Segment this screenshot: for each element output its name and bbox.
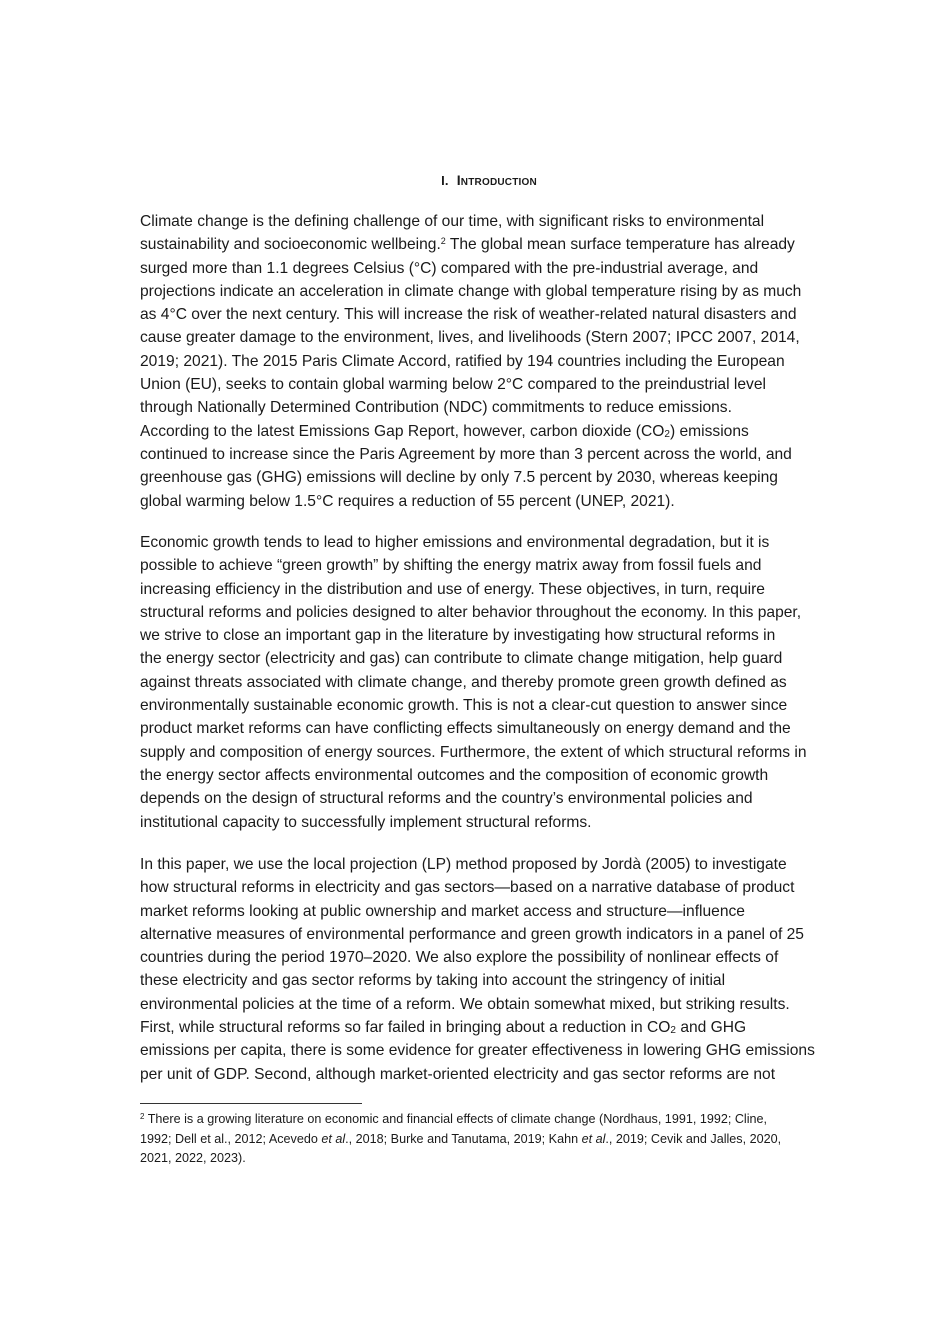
co2-subscript: 2 [664,428,670,440]
footnote-line: 2021, 2022, 2023). [140,1151,246,1165]
text-line: emissions per capita, there is some evidence for greater effectiveness in lowering GHG emissions [140,1042,815,1060]
footnote-line: 1992; Dell et al., 2012; Acevedo et al., 2018; Burke and Tanutama, 2019; Kahn et al., 2019; Cevik and Jalles, 2020, [140,1131,782,1146]
text-line: as 4°C over the next century. This will increase the risk of weather-related natural disasters and [140,306,797,324]
text-line: product market reforms can have conflicting effects simultaneously on energy demand and the [140,720,791,738]
text-line: countries during the period 1970–2020. We also explore the possibility of nonlinear effects of [140,949,779,967]
paragraph-3 [140,853,840,1104]
text-line: global warming below 1.5°C requires a reduction of 55 percent (UNEP, 2021). [140,492,675,510]
text-line: According to the latest Emissions Gap Report, however, carbon dioxide $(CO_2)$ emissions [140,422,749,440]
text-line: market reforms looking at public ownership and market access and structure—influence [140,902,745,920]
text-line: structural reforms and policies designed to alter behavior throughout the economy. In this paper, [140,603,802,621]
text-line: we strive to close an important gap in the literature by investigating how structural reforms in [140,627,776,645]
text-line: Union (EU), seeks to contain global warming below 2°C compared to the preindustrial level [140,376,766,394]
footnote-line: $^2$ There is a growing literature on economic and financial effects of climate change (Nordhaus, 1991, 1992; Cline, [140,1112,768,1126]
section-heading [140,172,838,188]
text-line: increasing efficiency in the distribution and use of energy. These objectives, in turn, require [140,580,765,598]
text-line: In this paper, we use the local projection (LP) method proposed by Jordà (2005) to investigate [140,856,787,873]
footnote [140,1110,840,1169]
text-line: the energy sector affects environmental outcomes and the composition of economic growth [140,766,769,784]
text-line: possible to achieve “green growth” by shifting the energy matrix away from fossil fuels and [140,557,762,575]
co2-subscript: 2 [670,1025,676,1037]
text-line: through Nationally Determined Contribution (NDC) commitments to reduce emissions. [140,399,732,417]
text-line: sustainability and socioeconomic wellbeing.$^2$ The global mean surface temperature has already [140,236,795,254]
footnote-divider [140,1103,362,1104]
text-line: projections indicate an acceleration in climate change with global temperature rising by as much [140,282,802,300]
text-line: against threats associated with climate change, and thereby promote green growth defined as [140,673,787,691]
text-line: these electricity and gas sector reforms by taking into account the stringency of initial [140,972,726,990]
section-number: I. [441,173,449,188]
text-line: First, while structural reforms so far failed in bringing about a reduction in $CO_2$ and GHG [140,1019,747,1037]
text-line: environmentally sustainable economic growth. This is not a clear-cut question to answer since [140,697,788,715]
text-line: cause greater damage to the environment, lives, and livelihoods (Stern 2007; IPCC 2007, 2014, [140,329,800,347]
text-line: how structural reforms in electricity and gas sectors—based on a narrative database of product [140,879,795,897]
text-line: depends on the design of structural reforms and the country’s environmental policies and [140,790,753,808]
footnote-reference[interactable]: 2 [440,236,446,247]
text-line: Climate change is the defining challenge of our time, with significant risks to environmental [140,213,765,230]
text-line: supply and composition of energy sources. Furthermore, the extent of which structural reforms in [140,743,807,761]
text-line: Economic growth tends to lead to higher emissions and environmental degradation, but it is [140,534,770,551]
paragraph-2 [140,531,840,852]
footnote-marker: 2 [140,1112,145,1121]
text-line: per unit of GDP. Second, although market-oriented electricity and gas sector reforms are not [140,1065,776,1083]
text-line: surged more than 1.1 degrees Celsius (°C) compared with the pre-industrial average, and [140,259,759,277]
paragraph-1 [140,210,840,531]
section-title: Introduction [456,172,537,188]
text-line: institutional capacity to successfully implement structural reforms. [140,813,592,831]
text-line: continued to increase since the Paris Agreement by more than 3 percent across the world, and [140,445,792,463]
text-line: alternative measures of environmental performance and green growth indicators in a panel of 25 [140,925,804,943]
text-line: 2019; 2021). The 2015 Paris Climate Accord, ratified by 194 countries including the European [140,352,785,370]
text-line: environmental policies at the time of a reform. We obtain somewhat mixed, but striking results. [140,995,790,1013]
text-line: the energy sector (electricity and gas) can contribute to climate change mitigation, help guard [140,650,783,668]
text-line: greenhouse gas (GHG) emissions will decline by only 7.5 percent by 2030, whereas keeping [140,469,778,487]
